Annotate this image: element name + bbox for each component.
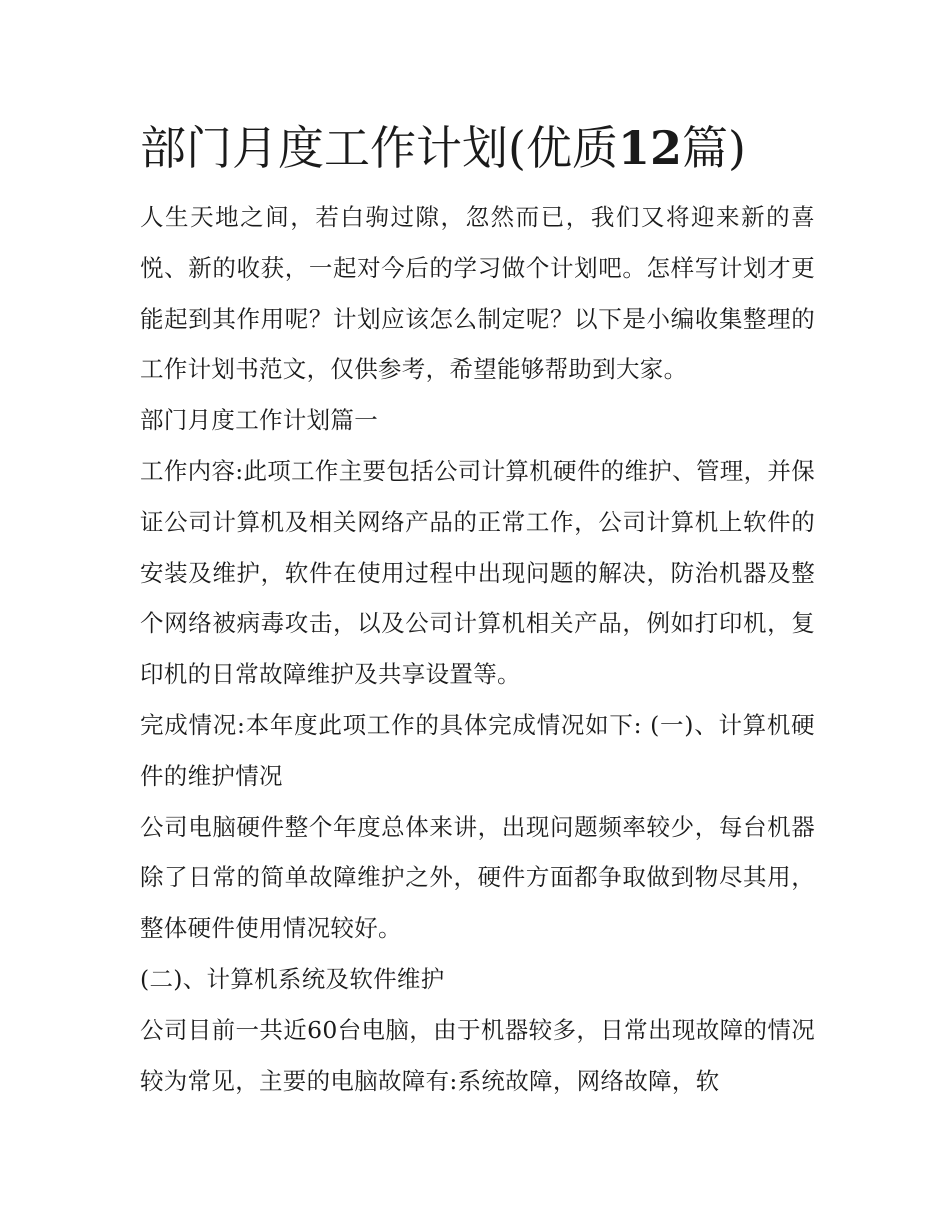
title-end: 篇): [681, 121, 746, 175]
intro-paragraph: 人生天地之间，若白驹过隙，忽然而已，我们又将迎来新的喜悦、新的收获，一起对今后的学习做个计划吧。怎样写计划才更能起到其作用呢？计划应该怎么制定呢？以下是小编收集整理的工作计划书范文，仅供参考，希望能够帮助到大家。: [140, 203, 815, 384]
title-main: 部门月度工作计划(优质: [140, 121, 618, 175]
subsection-heading: (二)、计算机系统及软件维护: [140, 964, 445, 993]
hardware-paragraph: 公司电脑硬件整个年度总体来讲，出现问题频率较少，每台机器除了日常的简单故障维护之外，硬件方面都争取做到物尽其用，整体硬件使用情况较好。: [140, 812, 815, 943]
document-title: [140, 112, 815, 184]
section-heading: 部门月度工作计划篇一: [140, 406, 378, 435]
work-content-paragraph: 工作内容:此项工作主要包括公司计算机硬件的维护、管理，并保证公司计算机及相关网络产品的正常工作，公司计算机上软件的安装及维护，软件在使用过程中出现问题的解决，防治机器及整个网络被病毒攻击，以及公司计算机相关产品，例如打印机，复印机的日常故障维护及共享设置等。: [140, 456, 815, 689]
completion-paragraph: 完成情况:本年度此项工作的具体完成情况如下: (一)、计算机硬件的维护情况: [140, 710, 815, 790]
title-number: 12: [617, 121, 682, 175]
document-page: [140, 112, 815, 1106]
software-paragraph: 公司目前一共近60台电脑，由于机器较多，日常出现故障的情况较为常见，主要的电脑故障有:系统故障，网络故障，软: [140, 1015, 815, 1095]
